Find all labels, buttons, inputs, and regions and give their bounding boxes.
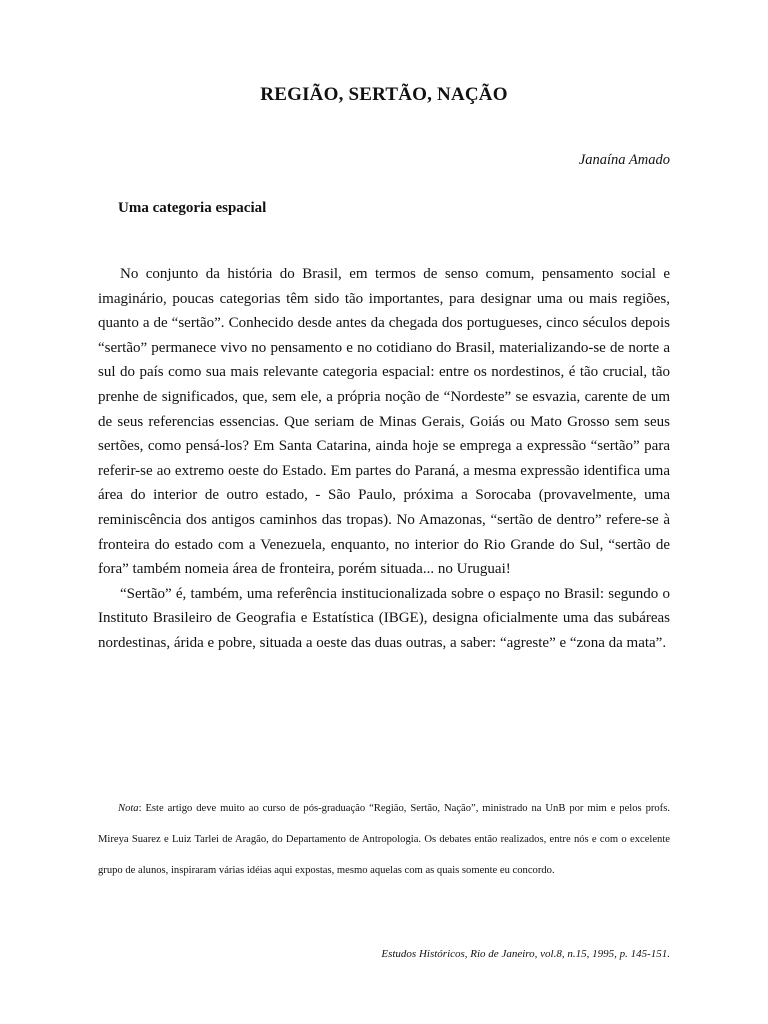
paragraph-2: “Sertão” é, também, uma referência institucionalizada sobre o espaço no Brasil: segundo o Instituto Brasileiro de Geografia e Estatística (IBGE), designa oficialmente uma das subáreas nordestinas, árida e pobre, situada a oeste das duas outras, a saber: “agreste” e “zona da mata”. <box>98 585 670 651</box>
document-page <box>98 0 670 1024</box>
note-text: : Este artigo deve muito ao curso de pós-graduação “Região, Sertão, Nação”, ministrado na UnB por mim e pelos profs. Mireya Suarez e Luiz Tarlei de Aragão, do Departamento de Antropologia. Os debates então realizados, entre nós e com o excelente grupo de alunos, inspiraram várias idéias aqui expostas, mesmo aquelas com as quais somente eu concordo. <box>98 803 670 876</box>
author-name: Janaína Amado <box>578 152 670 168</box>
paragraph-1: No conjunto da história do Brasil, em termos de senso comum, pensamento social e imaginário, poucas categorias têm sido tão importantes, para designar uma ou mais regiões, quanto a de “sertão”. Conhecido desde antes da chegada dos portugueses, cinco séculos depois “sertão” permanece vivo no pensamento e no cotidiano do Brasil, materializando-se de norte a sul do país como sua mais relevante categoria espacial: entre os nordestinos, é tão crucial, tão prenhe de significados, que, sem ele, a própria noção de “Nordeste” se esvazia, carente de um de seus referencias essencias. Que seriam de Minas Gerais, Goiás ou Mato Grosso sem seus sertões, como pensá-los? Em Santa Catarina, ainda hoje se emprega a expressão “sertão” para referir-se ao extremo oeste do Estado. Em partes do Paraná, a mesma expressão identifica uma área do interior de outro estado, - São Paulo, próxima a Sorocaba (provavelmente, uma reminiscência dos antigos caminhos das tropas). No Amazonas, “sertão de dentro” refere-se à fronteira do estado com a Venezuela, enquanto, no interior do Rio Grande do Sul, “sertão de fora” também nomeia área de fronteira, porém situada... no Uruguai! <box>98 266 670 578</box>
journal-citation: Estudos Históricos, Rio de Janeiro, vol.8, n.15, 1995, p. 145-151. <box>381 948 670 960</box>
note-label: Nota <box>118 803 139 814</box>
article-body <box>98 262 670 656</box>
article-title: REGIÃO, SERTÃO, NAÇÃO <box>260 84 508 105</box>
section-heading: Uma categoria espacial <box>118 200 267 216</box>
footnote <box>98 793 670 886</box>
